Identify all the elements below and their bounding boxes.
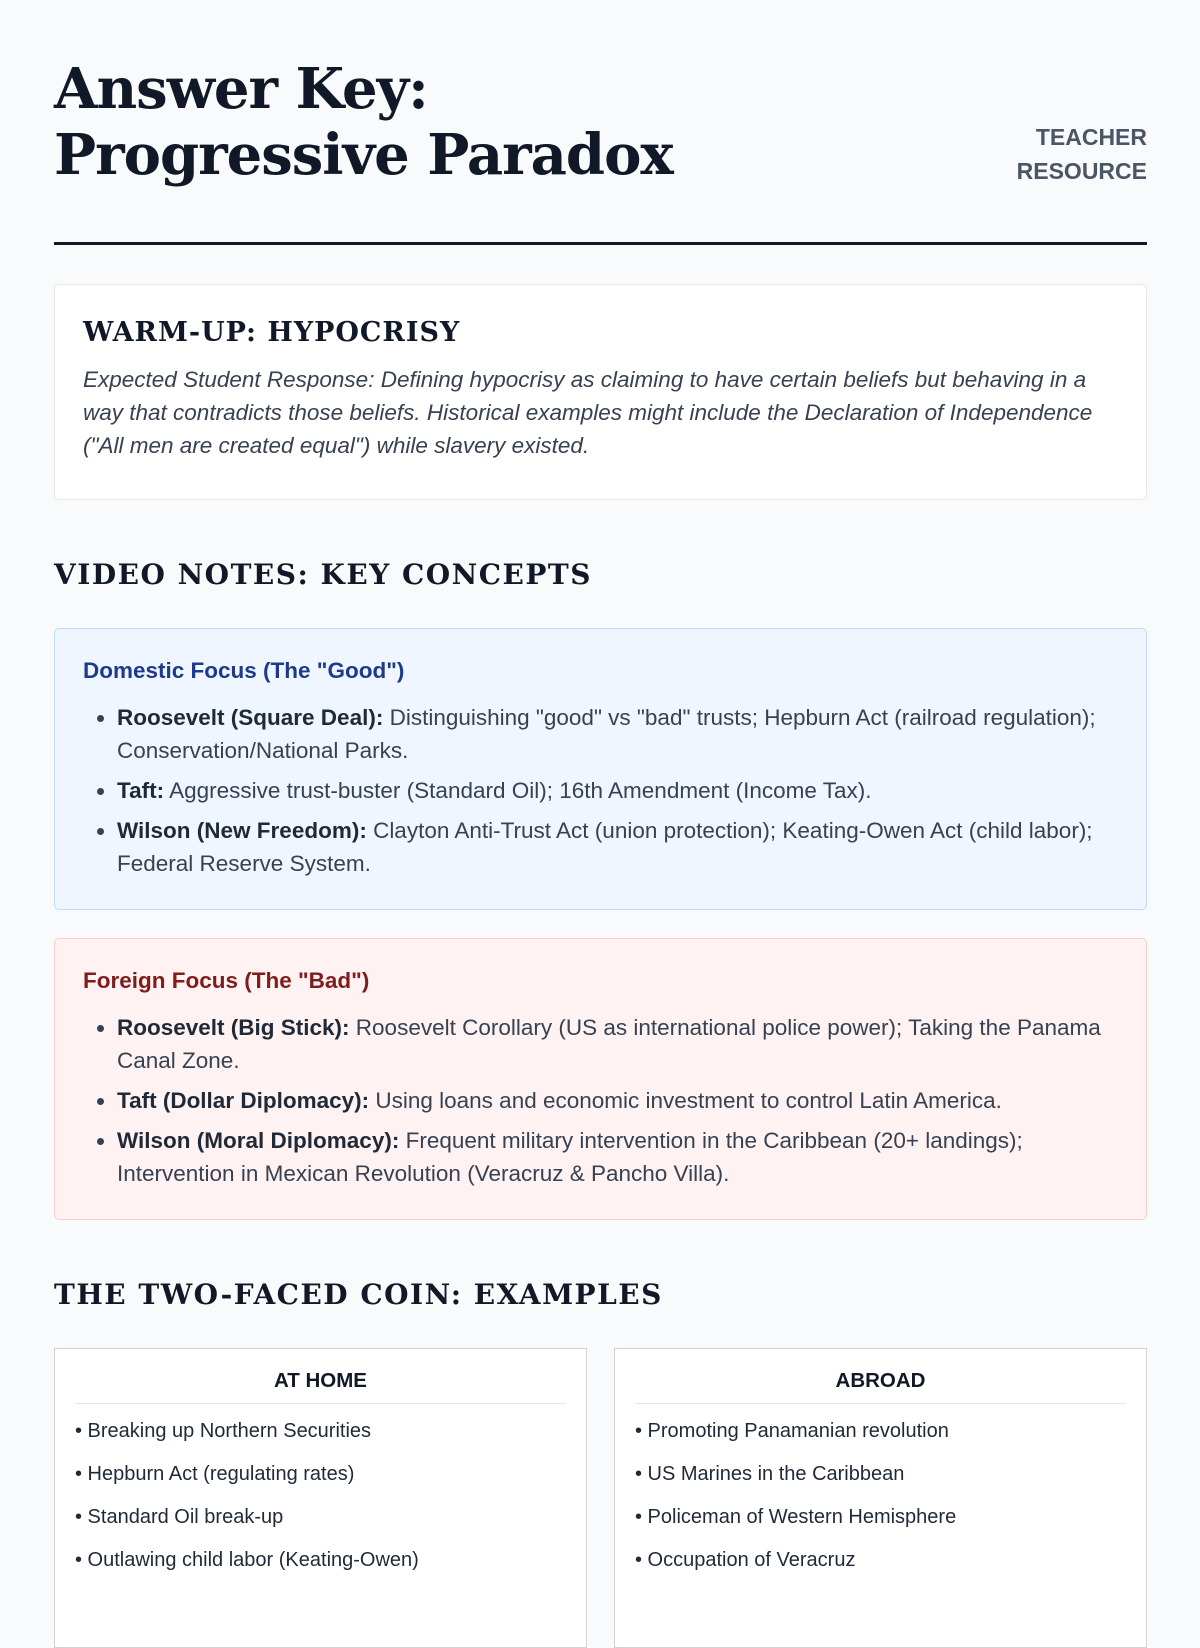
two-faced-coin-heading: THE TWO-FACED COIN: EXAMPLES <box>54 1278 663 1311</box>
at-home-heading: AT HOME <box>75 1349 566 1404</box>
item-text: Roosevelt Corollary (US as international police power); Taking the Panama Canal Zone. <box>117 1015 1101 1073</box>
list-item: • US Marines in the Caribbean <box>635 1463 905 1485</box>
foreign-focus-card <box>54 938 1147 1220</box>
warmup-card <box>54 284 1147 500</box>
domestic-focus-card <box>54 628 1147 910</box>
item-label: Roosevelt (Big Stick): <box>117 1015 350 1040</box>
video-notes-heading: VIDEO NOTES: KEY CONCEPTS <box>54 558 592 591</box>
item-text: Distinguishing "good" vs "bad" trusts; Hepburn Act (railroad regulation); Conservation/National Parks. <box>117 705 1096 763</box>
list-item <box>117 701 1118 767</box>
list-item <box>117 1124 1118 1190</box>
list-item: • Occupation of Veracruz <box>635 1549 856 1571</box>
item-text: Frequent military intervention in the Caribbean (20+ landings); Intervention in Mexican Revolution (Veracruz & Pancho Villa). <box>117 1128 1023 1186</box>
list-item <box>117 814 1118 880</box>
item-label: Wilson (New Freedom): <box>117 818 367 843</box>
item-text: Aggressive trust-buster (Standard Oil); 16th Amendment (Income Tax). <box>164 778 872 803</box>
abroad-heading: ABROAD <box>635 1349 1126 1404</box>
item-text: Clayton Anti-Trust Act (union protection); Keating-Owen Act (child labor); Federal Reserve System. <box>117 818 1093 876</box>
item-text: Using loans and economic investment to control Latin America. <box>369 1088 1002 1113</box>
item-label: Wilson (Moral Diplomacy): <box>117 1128 400 1153</box>
answer-key-page <box>54 0 1147 1571</box>
teacher-resource-tag <box>1017 120 1147 188</box>
tag-line-1: TEACHER <box>1035 124 1147 150</box>
item-label: Taft (Dollar Diplomacy): <box>117 1088 370 1113</box>
foreign-focus-heading: Foreign Focus (The "Bad") <box>83 968 370 993</box>
item-label: Roosevelt (Square Deal): <box>117 705 384 730</box>
tag-line-2: RESOURCE <box>1016 158 1147 184</box>
page-title: Answer Key: Progressive Paradox <box>54 56 673 188</box>
list-item: • Promoting Panamanian revolution <box>635 1420 949 1442</box>
list-item: • Breaking up Northern Securities <box>75 1420 372 1442</box>
foreign-focus-list <box>83 1011 1118 1190</box>
domestic-focus-list <box>83 701 1118 880</box>
abroad-list <box>635 1410 1126 1582</box>
list-item <box>117 1011 1118 1077</box>
item-label: Taft: <box>117 778 165 803</box>
list-item: • Policeman of Western Hemisphere <box>635 1506 957 1528</box>
list-item: • Standard Oil break-up <box>75 1506 284 1528</box>
at-home-list <box>75 1410 566 1582</box>
warmup-response: Expected Student Response: Defining hypocrisy as claiming to have certain beliefs but behaving in a way that contradicts those beliefs. Historical examples might include the Declaration of Independence ("All men are created equal") while slavery existed. <box>83 367 1093 458</box>
abroad-column <box>614 1348 1147 1648</box>
list-item <box>117 774 1118 807</box>
list-item: • Hepburn Act (regulating rates) <box>75 1463 355 1485</box>
list-item: • Outlawing child labor (Keating-Owen) <box>75 1549 419 1571</box>
at-home-column <box>54 1348 587 1648</box>
list-item <box>117 1084 1118 1117</box>
page-header <box>54 0 1147 245</box>
warmup-heading: WARM-UP: HYPOCRISY <box>83 317 461 348</box>
domestic-focus-heading: Domestic Focus (The "Good") <box>83 658 405 683</box>
